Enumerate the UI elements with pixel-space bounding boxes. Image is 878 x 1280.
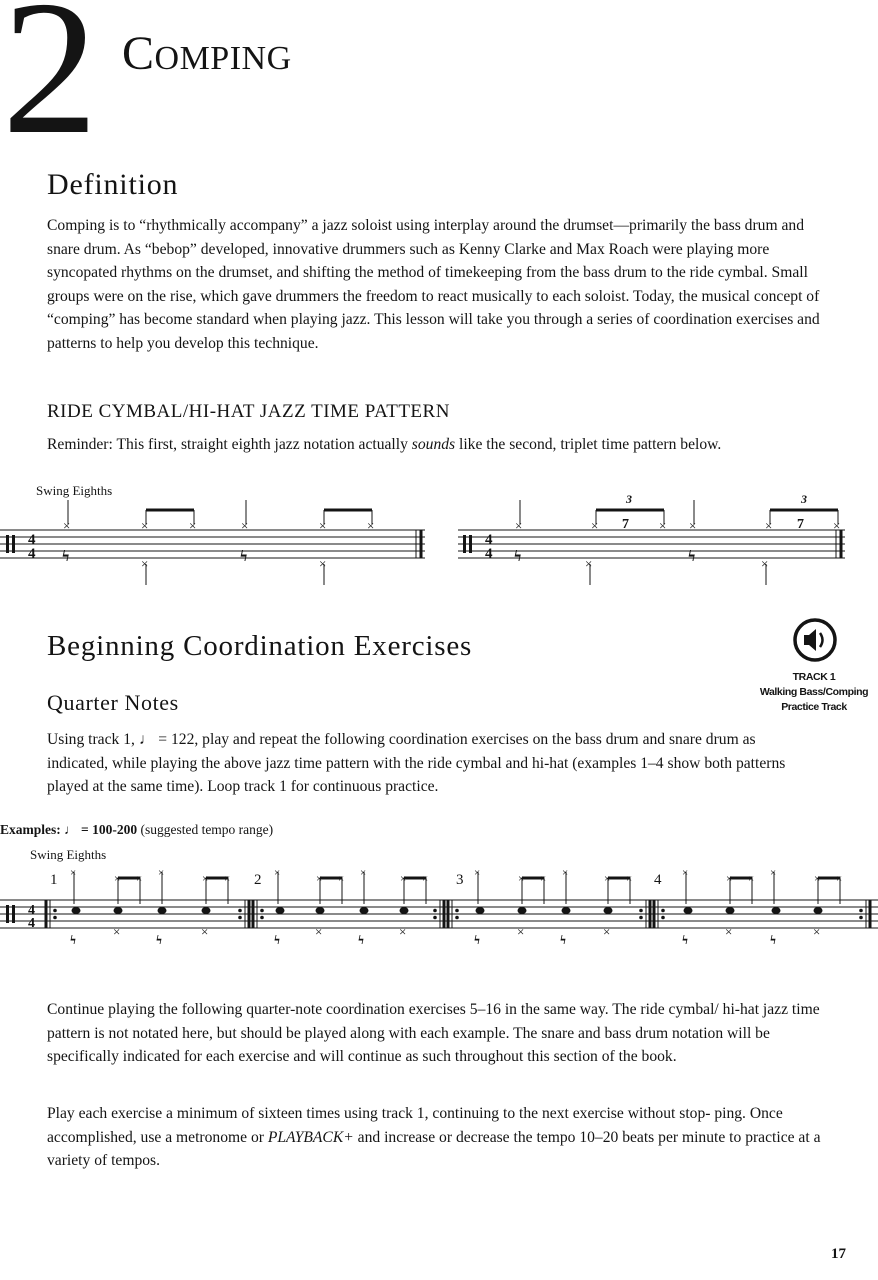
svg-text:×: × xyxy=(241,518,249,533)
playback-plus: PLAYBACK+ xyxy=(267,1128,354,1146)
triplet-time-sig-bottom: 4 xyxy=(485,546,493,562)
triplet-mark-2: 3 xyxy=(801,492,807,506)
example-number-2: 2 xyxy=(254,872,262,888)
chapter-title: Comping xyxy=(122,27,292,80)
svg-text:×: × xyxy=(63,518,71,533)
beginning-paragraph xyxy=(47,728,817,799)
svg-text:×: × xyxy=(585,556,593,571)
svg-text:×: × xyxy=(604,873,611,885)
triplet-ride-noteheads xyxy=(515,518,840,533)
svg-text:×: × xyxy=(726,873,733,885)
svg-text:ϟ: ϟ xyxy=(688,548,696,565)
svg-text:×: × xyxy=(319,518,327,533)
time-pattern-notation xyxy=(0,490,878,590)
svg-text:×: × xyxy=(141,556,149,571)
examples-time-sig-bottom: 4 xyxy=(28,916,35,931)
svg-text:×: × xyxy=(338,873,345,885)
svg-text:×: × xyxy=(833,518,841,533)
svg-text:×: × xyxy=(422,873,429,885)
svg-text:×: × xyxy=(202,873,209,885)
svg-text:×: × xyxy=(316,873,323,885)
beginning-text: Using track 1, xyxy=(47,731,139,748)
svg-text:ϟ: ϟ xyxy=(682,932,688,947)
definition-heading: Definition xyxy=(47,168,179,201)
swing-eighths-label: Swing Eighths xyxy=(36,483,113,498)
time-pattern-reminder xyxy=(47,433,837,457)
track-label xyxy=(752,670,876,715)
svg-text:ϟ: ϟ xyxy=(62,548,70,565)
straight-eighths-staff xyxy=(0,500,425,585)
svg-text:7: 7 xyxy=(622,517,629,532)
reminder-emphasis: sounds xyxy=(411,436,456,453)
svg-text:×: × xyxy=(518,873,525,885)
continue-paragraph: Continue playing the following quarter-note coordination exercises 5–16 in the same way. The ride cymbal/ hi-hat jazz time pattern is not notated here, but should be played along with each example. The snare and bass drum notation will be specifically indicated for each exercise and will continue as such throughout this section of the book. xyxy=(47,1001,820,1065)
svg-text:×: × xyxy=(70,867,77,879)
svg-text:×: × xyxy=(224,873,231,885)
svg-text:×: × xyxy=(136,873,143,885)
track-subtitle: Practice Track xyxy=(781,701,847,713)
svg-text:×: × xyxy=(315,924,323,939)
play-paragraph xyxy=(47,1102,837,1173)
page-number: 17 xyxy=(831,1246,846,1262)
example-number-3: 3 xyxy=(456,872,464,888)
svg-text:×: × xyxy=(562,867,569,879)
svg-text:×: × xyxy=(114,873,121,885)
play-text-end: and increase or decrease the tempo 10–20 beats per minute to practice at a variety of tempos. xyxy=(47,1128,821,1169)
reminder-text: Reminder: This first, straight eighth jazz notation actually xyxy=(47,436,412,453)
svg-text:×: × xyxy=(659,518,667,533)
examples-staff xyxy=(0,900,878,928)
svg-text:×: × xyxy=(141,518,149,533)
svg-text:ϟ: ϟ xyxy=(156,932,162,947)
reminder-text-end: like the second, triplet time pattern below. xyxy=(455,436,722,453)
svg-text:×: × xyxy=(189,518,197,533)
svg-text:×: × xyxy=(515,518,523,533)
svg-text:ϟ: ϟ xyxy=(358,932,364,947)
time-sig-bottom: 4 xyxy=(28,546,36,562)
example-number-1: 1 xyxy=(50,872,58,888)
audio-track-icon[interactable] xyxy=(792,617,838,663)
svg-text:×: × xyxy=(399,924,407,939)
svg-text:×: × xyxy=(274,867,281,879)
triplet-mark-1: 3 xyxy=(626,492,632,506)
svg-text:×: × xyxy=(836,873,843,885)
svg-text:×: × xyxy=(725,924,733,939)
quarter-note-glyph: ♩ xyxy=(138,731,155,748)
beginning-text-end: = 122, play and repeat the following coordination exercises on the bass drum and snare drum as indicated, while playing the above jazz time pattern with the ride cymbal and hi-hat (examples 1–4 show both patterns played at the same time). Loop track 1 for continuous practice. xyxy=(47,731,786,795)
beginning-heading: Beginning Coordination Exercises xyxy=(47,630,473,662)
svg-text:×: × xyxy=(360,867,367,879)
examples-tempo-note: (suggested tempo range) xyxy=(137,822,274,837)
examples-notation xyxy=(0,864,878,954)
svg-text:ϟ: ϟ xyxy=(474,932,480,947)
time-pattern-heading: RIDE CYMBAL/HI-HAT JAZZ TIME PATTERN xyxy=(47,401,450,422)
example-number-4: 4 xyxy=(654,872,662,888)
quarter-notes-heading: Quarter Notes xyxy=(47,690,179,715)
svg-text:ϟ: ϟ xyxy=(274,932,280,947)
svg-text:×: × xyxy=(474,867,481,879)
svg-text:×: × xyxy=(540,873,547,885)
examples-label-row xyxy=(0,822,273,838)
svg-text:ϟ: ϟ xyxy=(70,932,76,947)
svg-text:×: × xyxy=(367,518,375,533)
svg-text:×: × xyxy=(682,867,689,879)
svg-text:×: × xyxy=(761,556,769,571)
svg-text:×: × xyxy=(814,873,821,885)
svg-text:7: 7 xyxy=(797,517,804,532)
svg-text:ϟ: ϟ xyxy=(770,932,776,947)
svg-text:ϟ: ϟ xyxy=(560,932,566,947)
straight-ride-noteheads xyxy=(63,518,374,533)
svg-text:×: × xyxy=(689,518,697,533)
triplet-staff xyxy=(458,500,845,585)
play-text: Play each exercise a minimum of sixteen times using track 1, continuing to the next exercise without stop- ping. Once accomplished, use a metronome or xyxy=(47,1105,783,1146)
svg-text:×: × xyxy=(113,924,121,939)
svg-text:×: × xyxy=(319,556,327,571)
track-number: TRACK 1 xyxy=(792,671,836,683)
definition-paragraph: Comping is to “rhythmically accompany” a jazz soloist using interplay around the drumset—primarily the bass drum and snare drum. As “bebop” developed, innovative drummers such as Kenny Clarke and Max Roach were playing more syncopated rhythms on the drumset, and shifting the method of timekeeping from the bass drum to the ride cymbal. Small groups were on the rise, which gave drummers the freedom to react musically to each soloist. Today, the musical concept of “comping” has become standard when playing jazz. This lesson will take you through a series of coordination exercises and patterns to help you develop this technique. xyxy=(47,217,820,352)
svg-text:×: × xyxy=(158,867,165,879)
svg-text:×: × xyxy=(626,873,633,885)
examples-tempo: = 100-200 xyxy=(77,822,138,837)
svg-text:×: × xyxy=(400,873,407,885)
triplet-time-sig-top: 4 xyxy=(485,532,493,548)
svg-text:×: × xyxy=(591,518,599,533)
examples-time-sig-top: 4 xyxy=(28,903,35,918)
svg-text:×: × xyxy=(770,867,777,879)
svg-text:×: × xyxy=(813,924,821,939)
svg-text:ϟ: ϟ xyxy=(514,548,522,565)
svg-text:×: × xyxy=(765,518,773,533)
svg-text:×: × xyxy=(517,924,525,939)
tempo-note-glyph: ♩ xyxy=(64,822,78,837)
svg-text:×: × xyxy=(748,873,755,885)
svg-text:×: × xyxy=(603,924,611,939)
svg-text:ϟ: ϟ xyxy=(240,548,248,565)
examples-swing-label: Swing Eighths xyxy=(30,847,107,862)
svg-text:×: × xyxy=(201,924,209,939)
examples-label: Examples: xyxy=(0,822,61,837)
track-title: Walking Bass/Comping xyxy=(759,686,869,698)
time-sig-top: 4 xyxy=(28,532,36,548)
chapter-number: 2 xyxy=(2,0,96,174)
